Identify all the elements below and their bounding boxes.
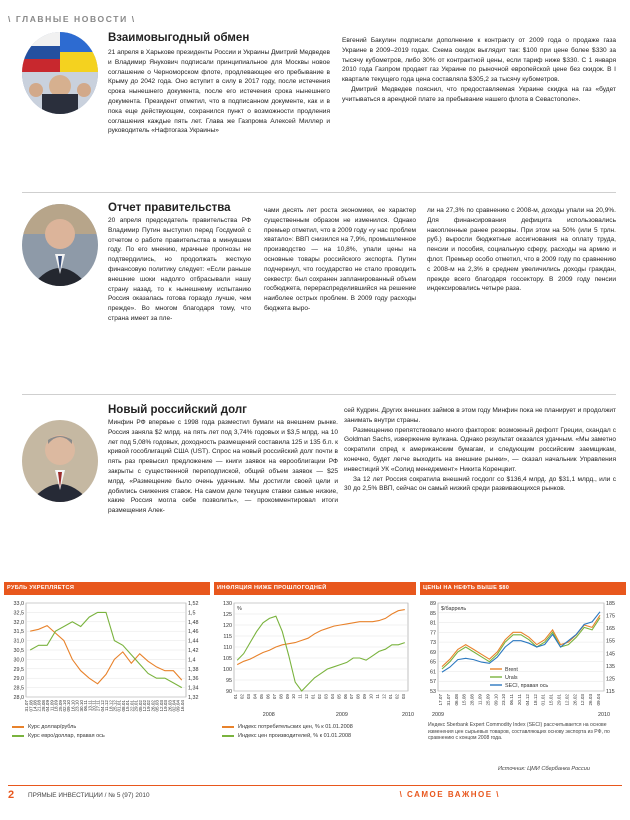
paragraph: 21 апреля в Харькове президенты России и Украины Дмитрий Медведев и Владимир Янукович подписали принципиальное для Москвы новое соглашение о Черноморском флоте, продлевающее его пребывание в Крыму до 2042 года. Оно вступит в силу в 2017 году, после истечения срока нынешнего документа, после его истечения срока нынешнего документа. Президент отметил, что в подписанном документе, как и в пока еще действующем, сохранился пункт о возможности продления соглашения каждые пять лет. Глава же Газпрома Алексей Миллер и руководитель «Нафтогаза Украины» xyxy=(108,49,331,135)
y-right-tick-label: 1,46 xyxy=(188,629,199,636)
x-tick-label: 26.02 xyxy=(572,694,578,706)
x-tick-label: 28.08 xyxy=(40,700,46,712)
legend-swatch-green xyxy=(222,735,234,737)
paragraph: Евгений Бакулин подписали дополнение к контракту от 2009 года о продаже газа Украине в 2009–2019 годах. Схема скидок выглядит так: $100 при цене более $330 за тысячу кубометров, либо 30% от контрактной цены, если тариф ниже $330. С 1 января 2010 года Газпром продает газ Украине по рыночной европейской цене без скидок. В I квартале текущего года цена составляла $305,2 за тысячу кубометров. xyxy=(342,37,616,84)
x-tick-label: 07.08 xyxy=(28,700,34,712)
y-right-tick-label: 1,42 xyxy=(188,648,199,654)
x-tick-label: 02 xyxy=(394,694,400,700)
x-tick-label: 01 xyxy=(233,694,239,700)
y-right-tick-label: 115 xyxy=(606,689,615,695)
y-axis-label: $/баррель xyxy=(441,606,467,612)
x-tick-label: 31.07 xyxy=(445,694,451,706)
article-column-3 xyxy=(427,206,616,294)
x-tick-label: 11.09 xyxy=(477,694,483,706)
x-tick-label: 12.02 xyxy=(564,694,570,706)
year-label: 2009 xyxy=(335,712,348,717)
x-tick-label: 03 xyxy=(323,694,329,700)
y-right-tick-label: 155 xyxy=(606,638,615,645)
chart-legend xyxy=(222,722,353,740)
paragraph: За 12 лет Россия сократила внешний госдолг со $136,4 млрд. до $31,1 млрд., или с 30 до 2,5% ВВП, сейчас он самый низкий среди развивающихся рынков. xyxy=(344,475,616,493)
y-tick-label: 28,0 xyxy=(13,695,24,701)
article-column-1 xyxy=(108,216,251,324)
x-tick-label: 18.12 xyxy=(532,694,538,706)
y-axis-label: % xyxy=(237,606,242,612)
y-tick-label: 130 xyxy=(223,601,232,607)
y-tick-label: 29,0 xyxy=(13,676,24,683)
y-tick-label: 61 xyxy=(430,669,436,676)
x-tick-label: 20.11 xyxy=(517,694,522,706)
x-tick-label: 02.04 xyxy=(171,700,177,712)
y-right-tick-label: 1,5 xyxy=(188,610,196,617)
x-tick-label: 09.10 xyxy=(493,694,499,706)
x-tick-label: 16.04 xyxy=(179,700,185,712)
x-tick-label: 01 xyxy=(310,694,316,700)
y-tick-label: 100 xyxy=(223,667,232,673)
chart-note: Индекс Sberbank Expert Commodity Index (SECI) рассчитывается на основе изменения цен сырьевых товаров, составляющих основу экспорта из РФ, по сравнению с концом 2008 года. xyxy=(428,722,610,742)
x-tick-label: 22.01 xyxy=(129,700,135,712)
x-tick-label: 15.01 xyxy=(548,694,554,706)
x-tick-label: 06.11 xyxy=(509,694,515,706)
chart-inflation-plot xyxy=(214,597,416,717)
divider xyxy=(22,192,616,193)
x-tick-label: 31.07 xyxy=(24,700,30,712)
y-tick-label: 57 xyxy=(430,679,436,686)
y-right-tick-label: 145 xyxy=(606,651,615,658)
legend-label: Курс доллар/рубль xyxy=(28,723,77,730)
paragraph: Размещению препятствовало много факторов: возможный дефолт Греции, скандал с Goldman Sachs, извержение вулкана. Однако результат оказался удачным. «Мы заметно сократили спред к американским бумагам, и следующим российским заемщикам, конечно, будет легче выходить на внешние рынки», — сказал начальник Управления инвестиций УК «Солид менеджмент» Никита Коренцвит. xyxy=(344,426,616,473)
x-tick-label: 29.01 xyxy=(556,694,562,706)
x-tick-label: 12.02 xyxy=(142,700,147,712)
y-tick-label: 32,5 xyxy=(13,610,24,617)
legend-swatch-orange xyxy=(12,726,24,728)
y-right-tick-label: 185 xyxy=(606,601,615,607)
paragraph: Минфин РФ впервые с 1998 года разместил бумаги на внешнем рынке. Россия заняла $2 млрд. на пять лет под 3,74% годовых и $3,5 млрд. на 10 лет под 5,08% годовых, доходность размещений составила 125 и 135 б.п. к кривой гособлигаций США (UST). Спрос на новый российский долг почти в пять раз превысил предложение — книги заявок на еврооблигации РФ закрыты с существенной переподпиской, общий объем заявок — $25 млрд. «Размещение было очень удачным. Мы достигли своей цели и добились снижения ставок. На самом деле текущие ставки самые низкие, какие Россия могла себе позволить», — прокомментировал итоги размещения Алек- xyxy=(108,419,338,515)
y-right-tick-label: 1,44 xyxy=(188,638,199,645)
x-tick-label: 14.08 xyxy=(32,700,38,712)
paragraph: 20 апреля председатель правительства РФ Владимир Путин выступил перед Госдумой с отчетом о работе правительства в минувшем году. По его мнению, мрачные прогнозы не подтвердились, но продолжать жесткую финансовую политику следует: «Если раньше внешние шоки надолго отбрасывали нашу страну назад, то к нынешнему испытанию Россия оказалась готова гораздо лучше, чем прежде». Во многом благодаря тому, что страна имеет за пле- xyxy=(108,217,251,322)
article-column-1 xyxy=(108,48,330,136)
y-tick-label: 90 xyxy=(226,689,232,695)
chart-oil xyxy=(420,582,626,754)
x-tick-label: 01 xyxy=(387,694,393,700)
x-tick-label: 21.08 xyxy=(36,700,42,712)
x-tick-label: 04.12 xyxy=(99,700,105,712)
x-tick-label: 19.02 xyxy=(146,700,152,712)
headline: Взаимовыгодный обмен xyxy=(108,32,250,44)
legend-item xyxy=(12,722,105,731)
x-tick-label: 28.08 xyxy=(469,694,475,706)
y-right-tick-label: 1,52 xyxy=(188,601,199,607)
legend-label: SECI, правая ось xyxy=(505,683,549,689)
page-number: 2 xyxy=(8,789,15,801)
y-right-tick-label: 1,48 xyxy=(188,619,199,626)
legend-item xyxy=(222,731,353,740)
x-tick-label: 03 xyxy=(246,694,252,700)
x-tick-label: 30.10 xyxy=(78,700,84,712)
x-tick-label: 12.03 xyxy=(580,694,586,706)
x-tick-label: 26.03 xyxy=(588,694,594,706)
article-government-report xyxy=(22,198,616,398)
x-tick-label: 11.09 xyxy=(49,700,55,712)
x-tick-label: 06 xyxy=(342,694,348,700)
x-tick-label: 05 xyxy=(259,694,264,700)
x-tick-label: 13.11 xyxy=(87,700,93,712)
chart-ruble xyxy=(4,582,210,754)
footer-section: \ САМОЕ ВАЖНОЕ \ xyxy=(399,790,500,799)
y-tick-label: 95 xyxy=(226,678,232,684)
legend-label: Индекс цен производителей, % к 01.01.2008 xyxy=(238,732,352,739)
legend-label: Urals xyxy=(505,675,518,681)
x-tick-label: 02 xyxy=(239,694,245,700)
chart-ruble-plot xyxy=(4,597,210,717)
x-tick-label: 04.09 xyxy=(45,700,51,712)
magazine-title: ПРЯМЫЕ ИНВЕСТИЦИИ / № 5 (97) 2010 xyxy=(28,792,150,799)
x-tick-label: 15.01 xyxy=(125,700,131,712)
y-tick-label: 65 xyxy=(430,659,436,666)
y-tick-label: 31,5 xyxy=(13,629,24,636)
article-photo-putin xyxy=(22,204,98,286)
paragraph: сей Кудрин. Других внешних займов в этом году Минфин пока не планирует и продолжит занимать внутри страны. xyxy=(344,407,616,424)
x-tick-label: 04 xyxy=(252,694,258,700)
chart-inflation xyxy=(214,582,416,754)
x-tick-label: 08 xyxy=(278,694,284,700)
x-tick-label: 17.07 xyxy=(437,694,443,706)
x-tick-label: 05.03 xyxy=(154,700,160,712)
x-tick-label: 06.11 xyxy=(83,700,89,712)
x-tick-label: 07 xyxy=(349,694,355,700)
article-column-2 xyxy=(342,36,616,105)
chart-oil-plot xyxy=(420,597,626,717)
divider xyxy=(22,394,616,395)
x-tick-label: 12 xyxy=(304,694,310,700)
x-tick-label: 04.12 xyxy=(524,694,530,706)
y-right-tick-label: 1,34 xyxy=(188,685,199,692)
x-tick-label: 08.01 xyxy=(120,700,126,712)
y-tick-label: 31,0 xyxy=(13,638,24,645)
y-tick-label: 77 xyxy=(430,630,436,637)
legend-item xyxy=(12,731,105,740)
article-exchange xyxy=(22,28,616,198)
footer-divider xyxy=(8,785,622,786)
y-right-tick-label: 1,32 xyxy=(188,695,199,701)
y-tick-label: 85 xyxy=(430,610,436,617)
y-right-tick-label: 135 xyxy=(606,663,615,670)
headline: Новый российский долг xyxy=(108,404,247,416)
y-tick-label: 89 xyxy=(430,601,436,607)
year-label: 2008 xyxy=(262,712,275,717)
y-tick-label: 33,0 xyxy=(13,601,24,607)
y-tick-label: 29,5 xyxy=(13,666,24,673)
x-tick-label: 26.03 xyxy=(167,700,173,712)
y-tick-label: 30,0 xyxy=(13,657,24,664)
x-tick-label: 11 xyxy=(297,694,303,699)
chart-title: ЦЕНЫ НА НЕФТЬ ВЫШЕ $80 xyxy=(420,582,626,595)
x-tick-label: 18.12 xyxy=(108,700,114,712)
legend-label: Индекс потребительских цен, % к 01.01.2008 xyxy=(238,723,353,730)
chart-legend xyxy=(12,722,105,740)
x-tick-label: 03 xyxy=(400,694,406,700)
y-tick-label: 53 xyxy=(430,689,436,695)
x-tick-label: 16.10 xyxy=(70,700,76,712)
x-tick-label: 09.04 xyxy=(175,700,181,712)
x-tick-label: 09 xyxy=(362,694,368,700)
y-tick-label: 125 xyxy=(223,612,232,618)
legend-label: Brent xyxy=(505,667,518,673)
x-tick-label: 12 xyxy=(381,694,387,700)
y-right-tick-label: 1,36 xyxy=(188,676,199,683)
x-tick-label: 10 xyxy=(291,694,297,700)
y-tick-label: 81 xyxy=(430,620,436,627)
y-tick-label: 28,5 xyxy=(13,685,24,692)
paragraph: чами десять лет роста экономики, ее характер существенным образом не изменился. Однако премьер отметил, что в 2009 году «у нас проблем хватало»: ВВП снизился на 7,9%, промышленное производство — на 10,8%, упали цены на основные товары российского экспорта. Путин подчеркнул, что государство не стало проводить секвестр: был сохранен запланированный объем госбюджета, перераспределившийся на решение наиболее острых проблем. В 2009 году расходы бюджета выро- xyxy=(264,207,416,312)
y-tick-label: 110 xyxy=(223,645,232,651)
article-column-2 xyxy=(344,406,616,494)
x-tick-label: 10 xyxy=(368,694,374,700)
x-tick-label: 11.12 xyxy=(104,700,110,712)
y-tick-label: 69 xyxy=(430,649,436,656)
y-right-tick-label: 175 xyxy=(606,613,615,620)
x-tick-label: 12.03 xyxy=(158,700,164,712)
x-tick-label: 06 xyxy=(265,694,271,700)
x-tick-label: 20.11 xyxy=(91,700,97,712)
x-tick-label: 23.10 xyxy=(501,694,507,706)
y-tick-label: 73 xyxy=(430,640,436,647)
x-tick-label: 25.09 xyxy=(57,700,63,712)
year-label: 2010 xyxy=(402,712,414,717)
legend-swatch-orange xyxy=(222,726,234,728)
article-column-2 xyxy=(264,206,416,314)
x-tick-label: 05 xyxy=(336,694,342,700)
y-tick-label: 105 xyxy=(223,656,232,662)
x-tick-label: 25.12 xyxy=(112,700,118,712)
x-tick-label: 04 xyxy=(329,694,335,700)
x-tick-label: 09 xyxy=(284,694,290,700)
y-tick-label: 30,5 xyxy=(13,648,24,654)
article-photo-kudrin xyxy=(22,420,98,502)
x-tick-label: 01.01 xyxy=(116,700,122,712)
y-right-tick-label: 1,4 xyxy=(188,657,196,664)
chart-title: ИНФЛЯЦИЯ НИЖЕ ПРОШЛОГОДНЕЙ xyxy=(214,582,416,595)
x-tick-label: 06.08 xyxy=(453,694,459,706)
y-tick-label: 32,0 xyxy=(13,619,24,626)
x-tick-label: 25.09 xyxy=(485,694,491,706)
x-tick-label: 09.10 xyxy=(66,700,72,712)
legend-item xyxy=(222,722,353,731)
x-tick-label: 02 xyxy=(317,694,322,700)
x-tick-label: 27.11 xyxy=(95,700,101,712)
x-tick-label: 15.08 xyxy=(461,694,467,706)
chart-title: РУБЛЬ УКРЕПЛЯЕТСЯ xyxy=(4,582,210,595)
article-new-debt xyxy=(22,400,616,575)
x-tick-label: 07 xyxy=(271,694,277,700)
x-tick-label: 08 xyxy=(355,694,361,700)
paragraph: ли на 27,3% по сравнению с 2008-м, доходы упали на 20,9%. Для финансирования дефицита использовались накопленные ранее резервы. При этом на 50% (или 5 трлн. руб.) выросли бюджетные ассигнования на оплату труда, пенсии и пособия, социальную сферу, расходы на армию и флот. Премьер особо отметил, что в 2009 году по сравнению с 2008-м на 2,3% в среднем увеличились доходы граждан, прежде всего благодаря госсектору. В 2009 году пенсии индексировались четыре раза. xyxy=(427,207,616,293)
x-tick-label: 18.09 xyxy=(53,700,59,712)
y-right-tick-label: 125 xyxy=(606,676,615,683)
x-tick-label: 05.02 xyxy=(137,700,143,712)
y-right-tick-label: 1,38 xyxy=(188,666,199,673)
x-tick-label: 29.01 xyxy=(133,700,139,712)
year-label: 2010 xyxy=(598,712,610,717)
plot-frame xyxy=(438,603,604,691)
y-tick-label: 115 xyxy=(223,634,232,640)
x-tick-label: 02.10 xyxy=(62,700,67,712)
x-tick-label: 19.03 xyxy=(163,700,169,712)
x-tick-label: 11 xyxy=(375,694,380,699)
x-tick-label: 26.02 xyxy=(150,700,156,712)
y-right-tick-label: 165 xyxy=(606,626,615,633)
legend-swatch-green xyxy=(12,735,24,737)
headline: Отчет правительства xyxy=(108,202,231,214)
section-header: \ ГЛАВНЫЕ НОВОСТИ \ xyxy=(8,14,136,24)
legend-label: Курс евро/доллар, правая ось xyxy=(28,732,105,739)
year-label: 2009 xyxy=(432,712,444,717)
x-tick-label: 23.10 xyxy=(74,700,80,712)
paragraph: Дмитрий Медведев пояснил, что предоставляемая Украине скидка на газ «будет учитываться в арендной плате за пребывание нашего флота в Севастополе». xyxy=(342,85,616,103)
y-tick-label: 120 xyxy=(223,623,232,629)
source-caption: Источник: ЦМИ Сбербанка России xyxy=(497,766,590,772)
article-column-1 xyxy=(108,418,338,516)
x-tick-label: 01.01 xyxy=(540,694,546,706)
article-photo-flags xyxy=(22,32,98,114)
x-tick-label: 09.04 xyxy=(596,694,602,706)
